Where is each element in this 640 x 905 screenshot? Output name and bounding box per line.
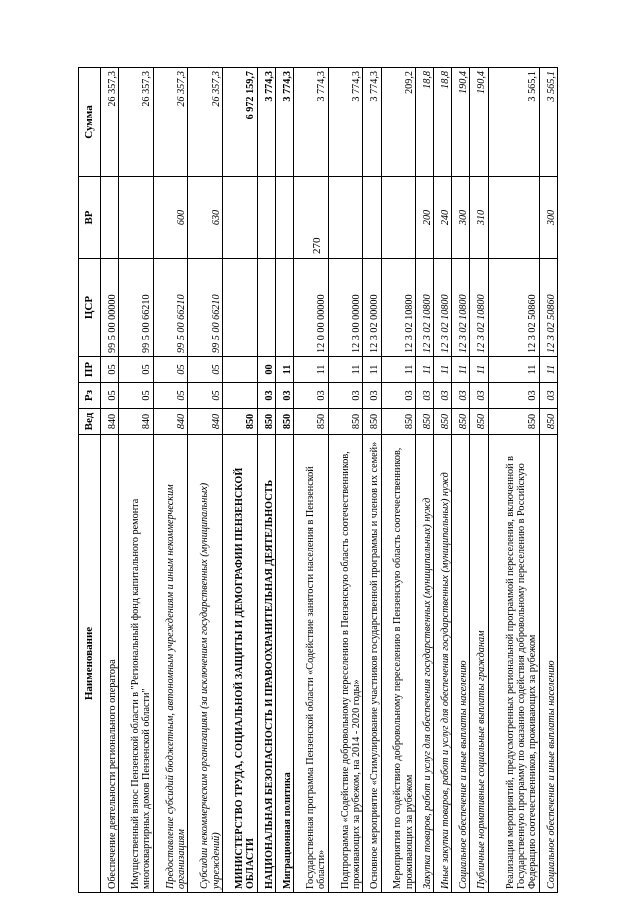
cell-csr: 12 3 00 00000 [328,259,363,357]
table-row [153,68,188,893]
cell-sum: 18,8 [434,68,452,177]
cell-sum: 26 357,3 [101,68,119,177]
table-row [539,68,557,893]
cell-ved: 850 [257,409,275,435]
cell-ved: 850 [328,409,363,435]
cell-vr [101,177,119,259]
header-pr: ПР [79,357,101,383]
table-row [188,68,223,893]
cell-pr: 11 [452,357,470,383]
cell-csr: 99 5 00 66210 [119,259,154,357]
table-row [434,68,452,893]
cell-ved: 840 [153,409,188,435]
cell-sum: 3 565,1 [539,68,557,177]
cell-name: Государственная программа Пензенской области «Содействие занятости населения в Пензенской области» [294,435,329,893]
cell-name: Обеспечение деятельности регионального оператора [101,435,119,893]
cell-pr [223,357,258,383]
cell-name: Предоставление субсидий бюджетным, автономным учреждениям и иным некоммерческим организациям [153,435,188,893]
table-row [257,68,275,893]
cell-ved: 850 [539,409,557,435]
cell-name: Субсидии некоммерческим организациям (за исключением государственных (муниципальных) учреждений) [188,435,223,893]
cell-rz: 03 [381,383,416,409]
cell-csr: 12 3 02 50860 [488,259,539,357]
page-number: 270 [311,237,323,254]
cell-rz: 03 [257,383,275,409]
cell-name: Реализация мероприятий, предусмотренных региональной программой переселения, включенной в Государственную программу по оказанию содействия добровольному переселению в Российскую Федерацию соотечественников, проживающих за рубежом [488,435,539,893]
cell-csr [257,259,275,357]
cell-rz: 05 [153,383,188,409]
budget-table [78,67,558,893]
cell-csr: 12 3 02 10800 [381,259,416,357]
cell-pr: 11 [275,357,293,383]
table-row [223,68,258,893]
cell-csr: 12 3 02 10800 [434,259,452,357]
cell-vr [223,177,258,259]
table-row [381,68,416,893]
cell-vr: 240 [434,177,452,259]
cell-ved: 850 [452,409,470,435]
cell-sum: 3 774,3 [257,68,275,177]
cell-pr: 05 [119,357,154,383]
cell-vr: 600 [153,177,188,259]
cell-name: МИНИСТЕРСТВО ТРУДА, СОЦИАЛЬНОЙ ЗАЩИТЫ И ДЕМОГРАФИИ ПЕНЗЕНСКОЙ ОБЛАСТИ [223,435,258,893]
cell-ved: 850 [223,409,258,435]
cell-rz: 03 [363,383,381,409]
cell-sum: 3 774,3 [363,68,381,177]
cell-rz: 05 [188,383,223,409]
table-row [416,68,434,893]
cell-ved: 850 [363,409,381,435]
header-vr: ВР [79,177,101,259]
cell-csr: 12 3 02 10800 [452,259,470,357]
cell-ved: 850 [488,409,539,435]
cell-name: Основное мероприятие «Стимулирование участников государственной программы и членов их семей» [363,435,381,893]
cell-vr: 300 [452,177,470,259]
table-row [119,68,154,893]
table-row [275,68,293,893]
cell-csr: 99 5 00 00000 [101,259,119,357]
cell-csr: 12 3 02 00000 [363,259,381,357]
cell-vr [119,177,154,259]
table-row [470,68,488,893]
cell-rz: 03 [539,383,557,409]
cell-name: Социальное обеспечение и иные выплаты населению [452,435,470,893]
header-name: Наименование [79,435,101,893]
cell-sum: 26 357,3 [153,68,188,177]
cell-ved: 840 [101,409,119,435]
cell-pr: 11 [328,357,363,383]
table-row [363,68,381,893]
cell-ved: 850 [381,409,416,435]
table-row [328,68,363,893]
cell-pr: 11 [294,357,329,383]
cell-pr: 11 [434,357,452,383]
cell-ved: 850 [434,409,452,435]
header-rz: Рз [79,383,101,409]
cell-sum: 190,4 [470,68,488,177]
header-ved: Вед [79,409,101,435]
cell-pr: 11 [470,357,488,383]
rotated-page-content [78,68,558,893]
cell-pr: 05 [153,357,188,383]
table-row [294,68,329,893]
cell-rz: 03 [434,383,452,409]
cell-csr: 99 5 00 66210 [188,259,223,357]
table-body [101,68,558,893]
cell-pr: 11 [363,357,381,383]
header-csr: ЦСР [79,259,101,357]
cell-name: Иные закупки товаров, работ и услуг для обеспечения государственных (муниципальных) нужд [434,435,452,893]
table-row [452,68,470,893]
cell-sum: 6 972 159,7 [223,68,258,177]
cell-vr: 630 [188,177,223,259]
cell-rz: 03 [470,383,488,409]
cell-pr: 11 [488,357,539,383]
cell-pr: 11 [539,357,557,383]
cell-ved: 850 [294,409,329,435]
cell-pr: 00 [257,357,275,383]
cell-sum: 3 774,3 [328,68,363,177]
cell-name: Закупка товаров, работ и услуг для обеспечения государственных (муниципальных) нужд [416,435,434,893]
cell-ved: 840 [188,409,223,435]
cell-name: Миграционная политика [275,435,293,893]
cell-rz: 03 [294,383,329,409]
cell-csr [275,259,293,357]
table-header-row [79,68,101,893]
cell-vr [488,177,539,259]
cell-csr: 12 0 00 00000 [294,259,329,357]
cell-vr [257,177,275,259]
cell-csr: 12 3 02 50860 [539,259,557,357]
cell-ved: 840 [119,409,154,435]
cell-vr [328,177,363,259]
cell-name: Социальное обеспечение и иные выплаты населению [539,435,557,893]
cell-pr: 11 [416,357,434,383]
cell-csr: 12 3 02 10800 [470,259,488,357]
cell-rz: 03 [416,383,434,409]
cell-vr [363,177,381,259]
cell-sum: 209,2 [381,68,416,177]
cell-sum: 18,8 [416,68,434,177]
cell-ved: 850 [470,409,488,435]
table-row [101,68,119,893]
cell-ved: 850 [275,409,293,435]
cell-vr: 300 [539,177,557,259]
cell-name: Мероприятия по содействию добровольному переселению в Пензенскую область соотечественников, проживающих за рубежом [381,435,416,893]
cell-vr [381,177,416,259]
cell-csr [223,259,258,357]
cell-csr: 99 5 00 66210 [153,259,188,357]
cell-sum: 3 774,3 [275,68,293,177]
cell-rz: 03 [488,383,539,409]
cell-rz: 05 [101,383,119,409]
cell-rz [223,383,258,409]
cell-sum: 3 774,3 [294,68,329,177]
cell-name: Имущественный взнос Пензенской области в "Региональный фонд капитального ремонта многоквартирных домов Пензенской области" [119,435,154,893]
cell-pr: 05 [101,357,119,383]
cell-name: НАЦИОНАЛЬНАЯ БЕЗОПАСНОСТЬ И ПРАВООХРАНИТЕЛЬНАЯ ДЕЯТЕЛЬНОСТЬ [257,435,275,893]
cell-vr: 200 [416,177,434,259]
cell-sum: 26 357,3 [119,68,154,177]
header-sum: Сумма [79,68,101,177]
cell-vr: 310 [470,177,488,259]
cell-vr [294,177,329,259]
cell-pr: 11 [381,357,416,383]
cell-name: Подпрограмма «Содействие добровольному переселению в Пензенскую область соотечественников, проживающих за рубежом, на 2014 - 2020 годы» [328,435,363,893]
cell-pr: 05 [188,357,223,383]
cell-csr: 12 3 02 10800 [416,259,434,357]
cell-rz: 03 [452,383,470,409]
cell-ved: 850 [416,409,434,435]
cell-vr [275,177,293,259]
cell-name: Публичные нормативные социальные выплаты гражданам [470,435,488,893]
table-row [488,68,539,893]
cell-sum: 190,4 [452,68,470,177]
cell-rz: 03 [328,383,363,409]
cell-rz: 05 [119,383,154,409]
cell-sum: 26 357,3 [188,68,223,177]
cell-sum: 3 565,1 [488,68,539,177]
cell-rz: 03 [275,383,293,409]
